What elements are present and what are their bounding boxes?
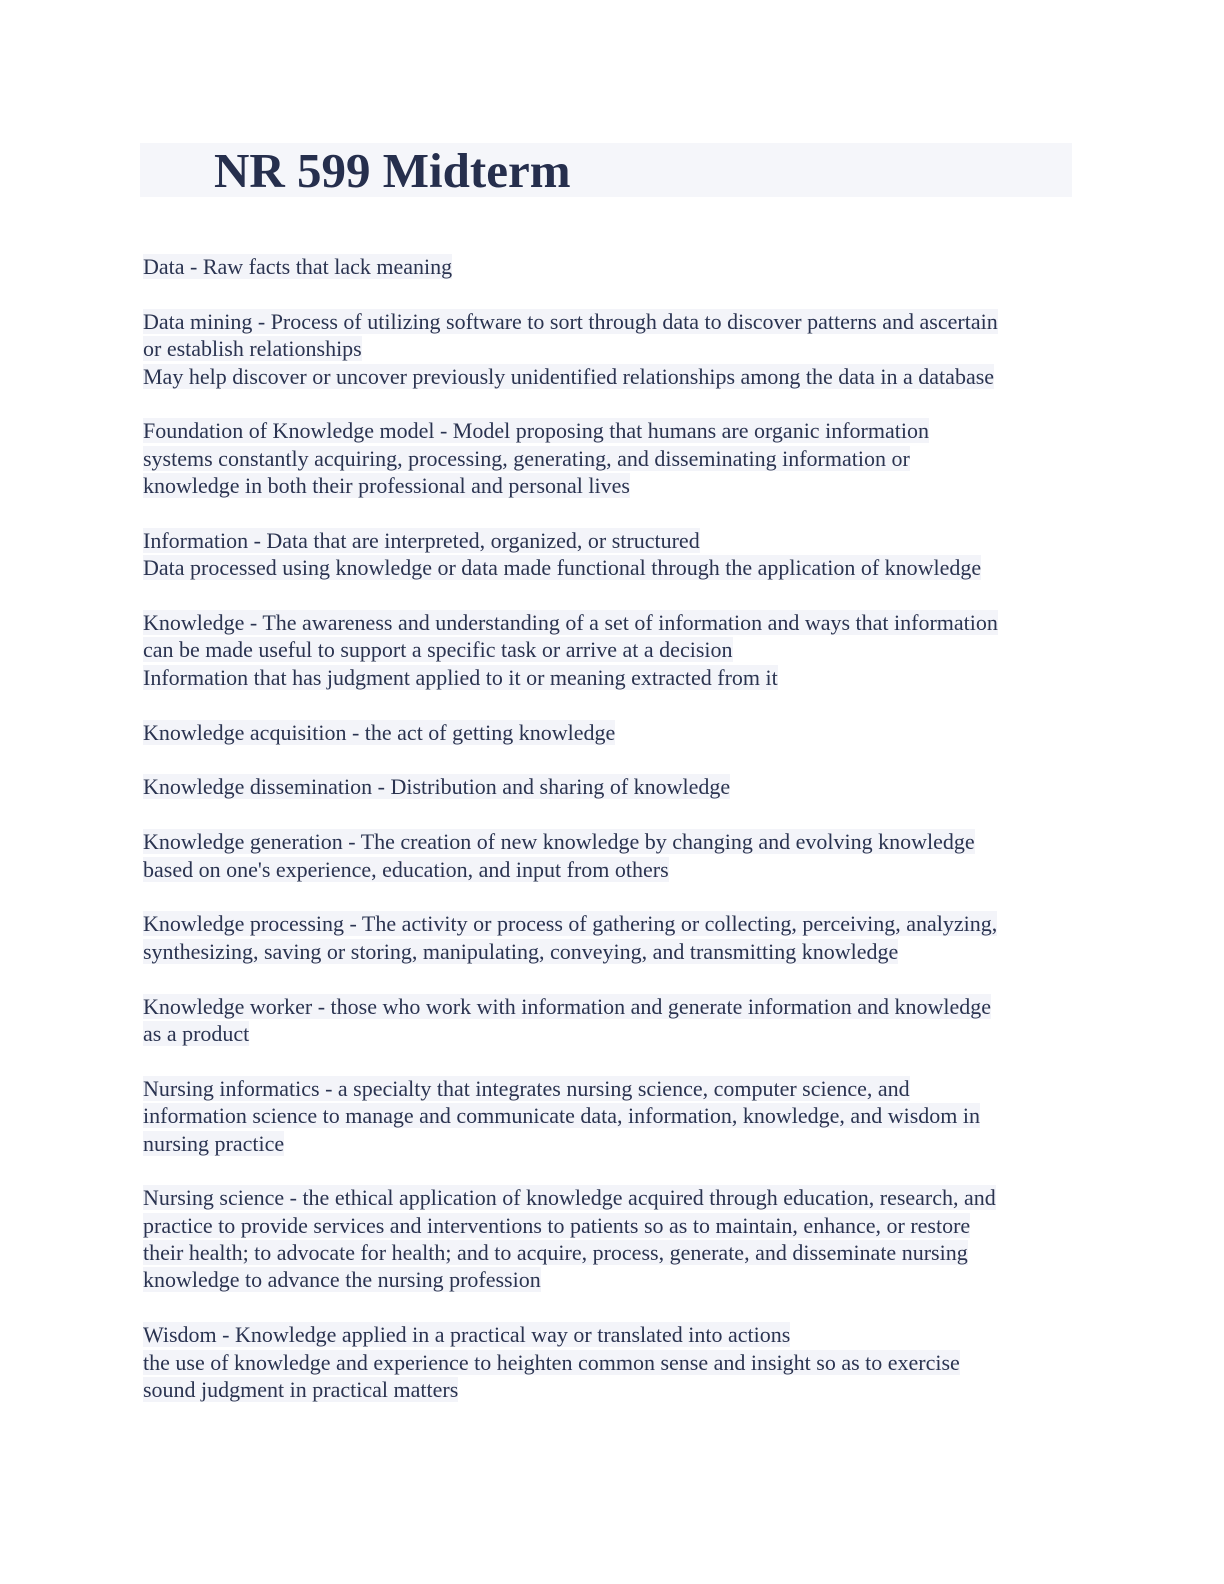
- definition-line: [143, 445, 1083, 472]
- definition-entry: [143, 417, 1083, 499]
- definition-text: the use of knowledge and experience to heighten common sense and insight so as to exercise: [143, 1349, 960, 1375]
- definition-line: [143, 1239, 1083, 1266]
- definition-line: [143, 856, 1083, 883]
- definition-text: sound judgment in practical matters: [143, 1377, 459, 1403]
- definition-text: Nursing informatics - a specialty that integrates nursing science, computer science, and: [143, 1075, 910, 1101]
- definition-text: Knowledge dissemination - Distribution and sharing of knowledge: [143, 774, 731, 800]
- definition-text: Foundation of Knowledge model - Model proposing that humans are organic information: [143, 418, 929, 444]
- definition-entry: [143, 609, 1083, 691]
- definition-line: [143, 1321, 1083, 1348]
- definition-entry: [143, 993, 1083, 1048]
- definition-text: can be made useful to support a specific task or arrive at a decision: [143, 637, 733, 663]
- definition-line: [143, 1184, 1083, 1211]
- definition-text: Information - Data that are interpreted, organized, or structured: [143, 527, 700, 553]
- definition-line: [143, 1130, 1083, 1157]
- definition-entry: [143, 527, 1083, 582]
- definition-line: [143, 1075, 1083, 1102]
- definition-entry: [143, 773, 1083, 800]
- definition-line: [143, 636, 1083, 663]
- definition-line: [143, 938, 1083, 965]
- title-banner: [140, 143, 1072, 197]
- definition-entry: [143, 1184, 1083, 1294]
- definition-line: [143, 828, 1083, 855]
- page-title: NR 599 Midterm: [214, 143, 571, 198]
- definition-text: Nursing science - the ethical application of knowledge acquired through education, research, and: [143, 1185, 996, 1211]
- definition-line: [143, 664, 1083, 691]
- definition-line: [143, 993, 1083, 1020]
- definition-line: [143, 609, 1083, 636]
- definition-text: systems constantly acquiring, processing, generating, and disseminating information or: [143, 445, 910, 471]
- definition-text: practice to provide services and interventions to patients so as to maintain, enhance, or restore: [143, 1212, 971, 1238]
- definition-text: Data processed using knowledge or data made functional through the application of knowledge: [143, 555, 982, 581]
- definition-line: [143, 472, 1083, 499]
- definition-text: Knowledge processing - The activity or process of gathering or collecting, perceiving, analyzing,: [143, 911, 998, 937]
- definition-line: [143, 1349, 1083, 1376]
- definition-text: Wisdom - Knowledge applied in a practical way or translated into actions: [143, 1322, 791, 1348]
- definition-line: [143, 719, 1083, 746]
- definition-entry: [143, 253, 1083, 280]
- definition-text: Knowledge - The awareness and understanding of a set of information and ways that information: [143, 610, 998, 636]
- definition-line: [143, 1212, 1083, 1239]
- definition-line: [143, 417, 1083, 444]
- definition-text: Information that has judgment applied to it or meaning extracted from it: [143, 664, 778, 690]
- definition-text: knowledge to advance the nursing profession: [143, 1267, 541, 1293]
- definition-line: [143, 1102, 1083, 1129]
- definition-line: [143, 527, 1083, 554]
- definition-text: as a product: [143, 1020, 250, 1046]
- definition-text: information science to manage and communicate data, information, knowledge, and wisdom in: [143, 1103, 980, 1129]
- definition-entry: [143, 719, 1083, 746]
- definition-line: [143, 1020, 1083, 1047]
- definition-text: or establish relationships: [143, 336, 362, 362]
- definition-line: [143, 773, 1083, 800]
- definition-line: [143, 1266, 1083, 1293]
- definition-line: [143, 335, 1083, 362]
- definition-text: Knowledge worker - those who work with information and generate information and knowledge: [143, 993, 991, 1019]
- definition-text: based on one's experience, education, and input from others: [143, 856, 669, 882]
- definition-text: nursing practice: [143, 1130, 285, 1156]
- definition-text: May help discover or uncover previously unidentified relationships among the data in a database: [143, 363, 995, 389]
- definition-line: [143, 363, 1083, 390]
- definition-entry: [143, 1075, 1083, 1157]
- definition-entry: [143, 910, 1083, 965]
- definition-text: Knowledge acquisition - the act of getting knowledge: [143, 719, 616, 745]
- definition-line: [143, 1376, 1083, 1403]
- definition-text: knowledge in both their professional and personal lives: [143, 473, 630, 499]
- definition-entry: [143, 828, 1083, 883]
- definition-text: Knowledge generation - The creation of new knowledge by changing and evolving knowledge: [143, 829, 975, 855]
- definitions-list: [143, 253, 1083, 1431]
- definition-text: Data - Raw facts that lack meaning: [143, 254, 453, 279]
- definition-line: [143, 308, 1083, 335]
- definition-text: their health; to advocate for health; and to acquire, process, generate, and disseminate nursing: [143, 1240, 968, 1266]
- definition-line: [143, 910, 1083, 937]
- definition-line: [143, 554, 1083, 581]
- definition-text: synthesizing, saving or storing, manipulating, conveying, and transmitting knowledge: [143, 938, 899, 964]
- definition-entry: [143, 1321, 1083, 1403]
- definition-line: [143, 253, 1083, 280]
- definition-text: Data mining - Process of utilizing software to sort through data to discover patterns and ascertain: [143, 308, 998, 334]
- definition-entry: [143, 308, 1083, 390]
